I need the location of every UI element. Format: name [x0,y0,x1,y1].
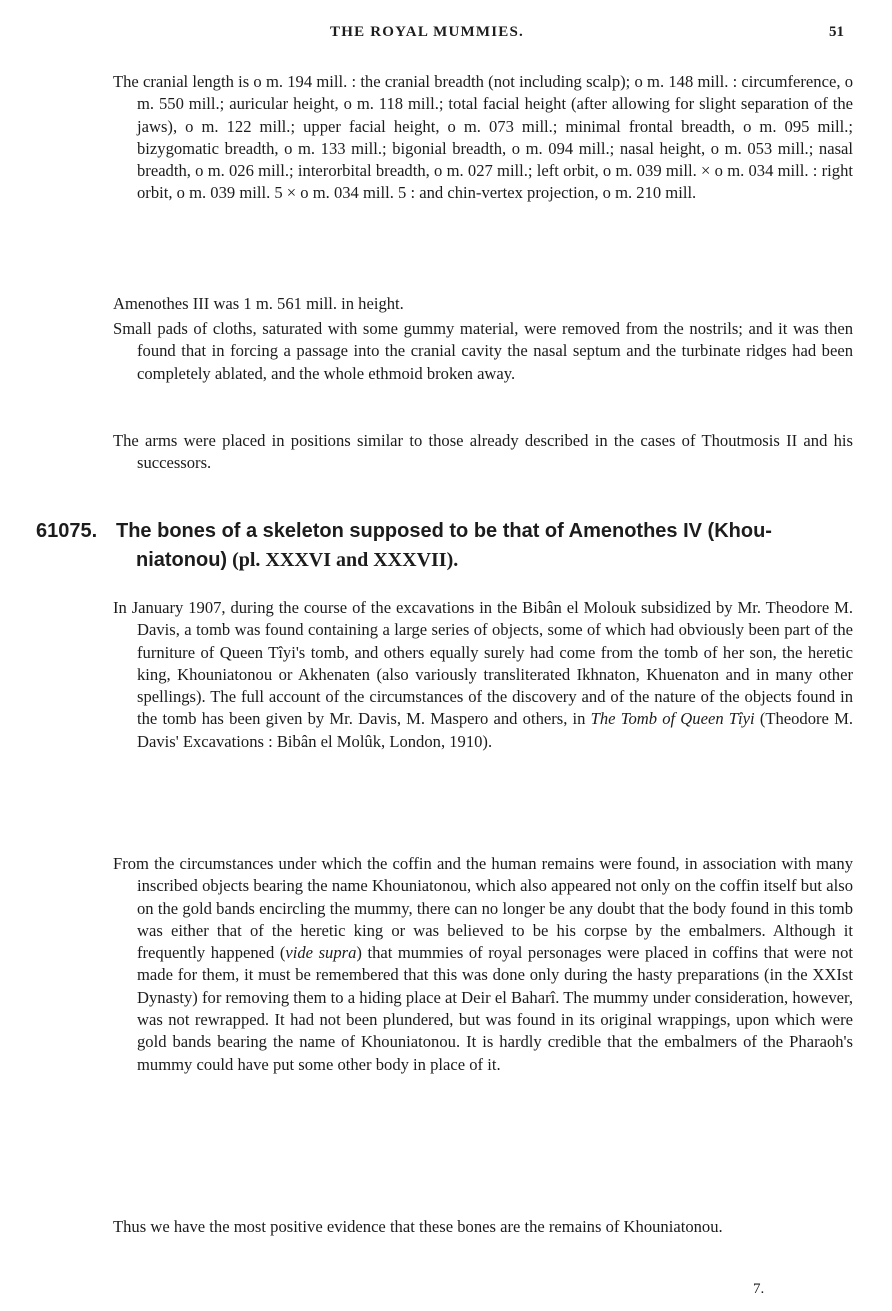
heading-title-continuation: niatonou) [136,549,228,571]
section-heading [36,517,856,575]
signature-mark: 7. [753,1281,765,1297]
running-title: THE ROYAL MUMMIES. [330,24,524,40]
entry-number: 61075. [36,520,98,542]
vide-supra: vide supra [285,943,357,963]
heading-plate-reference: (pl. XXXVI and XXXVII). [227,549,459,571]
heading-title-line1: The bones of a skeleton supposed to be that of Amenothes IV (Khou- [116,520,772,542]
paragraph-arms: The arms were placed in positions similar to those already described in the cases of Thoutmosis II and his successors. [113,431,853,473]
running-header [0,24,892,48]
circumstances-text-2: ) that mummies of royal personages were placed in coffins that were not made for them, it must be remembered that this was done only during the hasty preparations (in the XXIst Dynasty) for removing them to a hiding place at Deir el Baharî. The mummy under consideration, however, was not rewrapped. It had not been plundered, but was found in its original wrappings, upon which were gold bands bearing the name of Khouniatonou. It is hardly credible that the embalmers of the Pharaoh's mummy could have put some other body in place of it. [137,943,853,1074]
discovery-text: In January 1907, during the course of the excavations in the Bibân el Molouk subsidized by Mr. Theodore M. Davis, a tomb was found containing a large series of objects, some of which had obviously been part of the furniture of Queen Tîyi's tomb, and others equally surely had come from the tomb of her son, the heretic king, Khouniatonou or Akhenaten (also variously transliterated Ikhnaton, Khuenaton and in many other spellings). The full account of the circumstances of the discovery and of the nature of the objects found in the tomb has been given by Mr. Davis, M. Maspero and others, in [113,598,853,729]
paragraph-nostrils: Small pads of cloths, saturated with some gummy material, were removed from the nostrils; and it was then found that in forcing a passage into the cranial cavity the nasal septum and the turbinate ridges had been completely ablated, and the whole ethmoid broken away. [113,319,853,383]
paragraph-conclusion: Thus we have the most positive evidence that these bones are the remains of Khouniatonou. [113,1217,723,1236]
paragraph-circumstances [113,853,853,1076]
paragraph-discovery [113,597,853,753]
circumstances-text-1: From the circumstances under which the coffin and the human remains were found, in association with many inscribed objects bearing the name Khouniatonou, which also appeared not only on the coffin itself but also on the gold bands encircling the mummy, there can no longer be any doubt that the body found in this tomb was either that of the heretic king or was believed to be his corpse by the embalmers. Although it frequently happened ( [113,854,853,963]
heading-title-line2 [36,546,856,575]
paragraph-height: Amenothes III was 1 m. 561 mill. in height. [113,294,404,313]
discovery-citation: (Theodore M. Davis' Excavations : Bibân el Molûk, London, 1910). [137,709,854,751]
page-number: 51 [829,24,844,40]
book-title: The Tomb of Queen Tîyi [590,709,755,729]
paragraph-cranial-measurements: The cranial length is o m. 194 mill. : the cranial breadth (not including scalp); o m. 148 mill. : circumference, o m. 550 mill.; auricular height, o m. 118 mill.; total facial height (after allowing for slight separation of the jaws), o m. 122 mill.; upper facial height, o m. 073 mill.; minimal frontal breadth, o m. 095 mill.; bizygomatic breadth, o m. 133 mill.; bigonial breadth, o m. 094 mill.; nasal height, o m. 053 mill.; nasal breadth, o m. 026 mill.; interorbital breadth, o m. 027 mill.; left orbit, o m. 039 mill. × o m. 034 mill. : right orbit, o m. 039 mill. 5 × o m. 034 mill. 5 : and chin-vertex projection, o m. 210 mill. [113,72,853,203]
